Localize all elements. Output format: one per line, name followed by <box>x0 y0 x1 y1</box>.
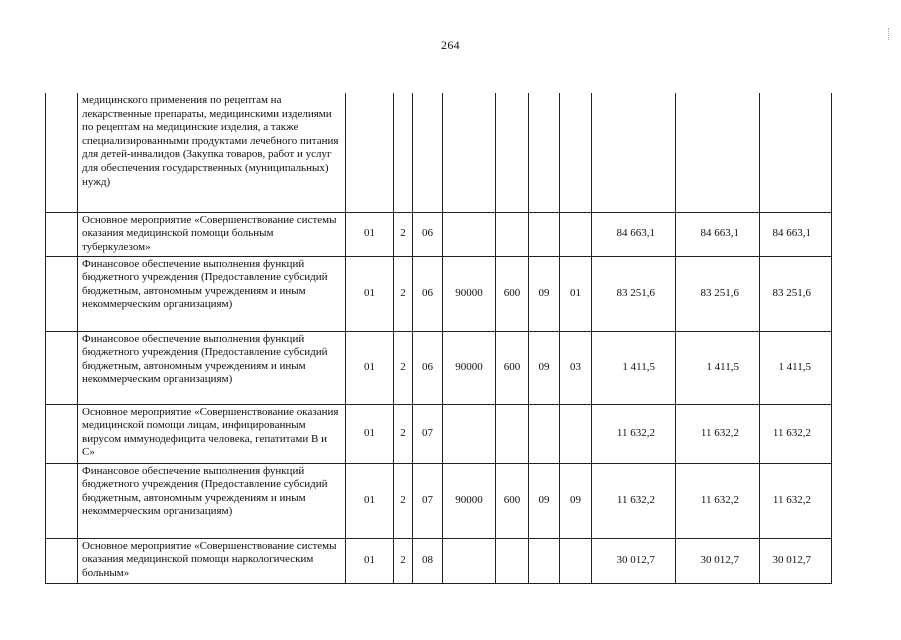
subsection-code-cell: 01 <box>560 256 592 331</box>
amount-cell-3: 84 663,1 <box>760 212 832 256</box>
table-row <box>46 538 832 583</box>
subprogram-code-cell: 2 <box>394 538 413 583</box>
row-index-cell <box>46 212 78 256</box>
amount-cell-2: 83 251,6 <box>676 256 760 331</box>
section-code-cell: 09 <box>529 463 560 538</box>
program-code-cell: 01 <box>346 404 394 463</box>
program-code-cell: 01 <box>346 463 394 538</box>
direction-code-cell <box>443 538 496 583</box>
event-code-cell: 07 <box>413 463 443 538</box>
description-cell: Финансовое обеспечение выполнения функций бюджетного учреждения (Предоставление субсидий бюджетным, автономным учреждениям и иным некоммерческим организациям) <box>78 256 346 331</box>
expense-type-cell <box>496 538 529 583</box>
table-row <box>46 256 832 331</box>
expense-type-cell <box>496 404 529 463</box>
subsection-code-cell <box>560 404 592 463</box>
subsection-code-cell: 09 <box>560 463 592 538</box>
expense-type-cell <box>496 212 529 256</box>
program-code-cell: 01 <box>346 256 394 331</box>
amount-cell-2: 30 012,7 <box>676 538 760 583</box>
row-index-cell <box>46 256 78 331</box>
subsection-code-cell <box>560 538 592 583</box>
row-index-cell <box>46 331 78 404</box>
amount-cell-2: 11 632,2 <box>676 463 760 538</box>
amount-cell-3: 83 251,6 <box>760 256 832 331</box>
section-code-cell <box>529 538 560 583</box>
row-index-cell <box>46 93 78 212</box>
subprogram-code-cell: 2 <box>394 331 413 404</box>
event-code-cell: 06 <box>413 212 443 256</box>
amount-cell-3 <box>760 93 832 212</box>
amount-cell-1: 84 663,1 <box>592 212 676 256</box>
subsection-code-cell <box>560 212 592 256</box>
budget-table <box>45 93 832 584</box>
subsection-code-cell <box>560 93 592 212</box>
row-index-cell <box>46 404 78 463</box>
event-code-cell: 07 <box>413 404 443 463</box>
section-code-cell <box>529 93 560 212</box>
table-row <box>46 404 832 463</box>
event-code-cell <box>413 93 443 212</box>
amount-cell-3: 11 632,2 <box>760 463 832 538</box>
subprogram-code-cell: 2 <box>394 212 413 256</box>
section-code-cell <box>529 404 560 463</box>
amount-cell-1: 83 251,6 <box>592 256 676 331</box>
direction-code-cell <box>443 93 496 212</box>
program-code-cell: 01 <box>346 331 394 404</box>
section-code-cell: 09 <box>529 256 560 331</box>
description-cell: Финансовое обеспечение выполнения функций бюджетного учреждения (Предоставление субсидий бюджетным, автономным учреждениям и иным некоммерческим организациям) <box>78 331 346 404</box>
table-body <box>46 93 832 583</box>
amount-cell-3: 30 012,7 <box>760 538 832 583</box>
amount-cell-1: 30 012,7 <box>592 538 676 583</box>
program-code-cell: 01 <box>346 538 394 583</box>
description-cell: Основное мероприятие «Совершенствование системы оказания медицинской помощи больным туберкулезом» <box>78 212 346 256</box>
event-code-cell: 06 <box>413 256 443 331</box>
table-row <box>46 463 832 538</box>
table-row <box>46 212 832 256</box>
expense-type-cell: 600 <box>496 331 529 404</box>
description-cell: Основное мероприятие «Совершенствование системы оказания медицинской помощи наркологическим больным» <box>78 538 346 583</box>
amount-cell-2: 11 632,2 <box>676 404 760 463</box>
subprogram-code-cell: 2 <box>394 256 413 331</box>
amount-cell-2: 84 663,1 <box>676 212 760 256</box>
table-row <box>46 93 832 212</box>
row-index-cell <box>46 538 78 583</box>
amount-cell-1: 11 632,2 <box>592 463 676 538</box>
amount-cell-3: 11 632,2 <box>760 404 832 463</box>
section-code-cell <box>529 212 560 256</box>
program-code-cell <box>346 93 394 212</box>
program-code-cell: 01 <box>346 212 394 256</box>
direction-code-cell: 90000 <box>443 463 496 538</box>
table-row <box>46 331 832 404</box>
subprogram-code-cell <box>394 93 413 212</box>
amount-cell-1 <box>592 93 676 212</box>
expense-type-cell <box>496 93 529 212</box>
amount-cell-1: 11 632,2 <box>592 404 676 463</box>
page-number: 264 <box>441 38 460 52</box>
direction-code-cell <box>443 212 496 256</box>
subsection-code-cell: 03 <box>560 331 592 404</box>
section-code-cell: 09 <box>529 331 560 404</box>
scan-edge-mark <box>888 28 890 40</box>
subprogram-code-cell: 2 <box>394 404 413 463</box>
expense-type-cell: 600 <box>496 463 529 538</box>
description-cell: Основное мероприятие «Совершенствование оказания медицинской помощи лицам, инфицированным вирусом иммунодефицита человека, гепатитами В и С» <box>78 404 346 463</box>
expense-type-cell: 600 <box>496 256 529 331</box>
amount-cell-2 <box>676 93 760 212</box>
direction-code-cell: 90000 <box>443 256 496 331</box>
event-code-cell: 06 <box>413 331 443 404</box>
amount-cell-1: 1 411,5 <box>592 331 676 404</box>
event-code-cell: 08 <box>413 538 443 583</box>
direction-code-cell: 90000 <box>443 331 496 404</box>
amount-cell-2: 1 411,5 <box>676 331 760 404</box>
description-cell: медицинского применения по рецептам на лекарственные препараты, медицинскими изделиями по рецептам на медицинские изделия, а также специализированными продуктами лечебного питания для детей-инвалидов (Закупка товаров, работ и услуг для обеспечения государственных (муниципальных) нужд) <box>78 93 346 212</box>
amount-cell-3: 1 411,5 <box>760 331 832 404</box>
subprogram-code-cell: 2 <box>394 463 413 538</box>
direction-code-cell <box>443 404 496 463</box>
description-cell: Финансовое обеспечение выполнения функций бюджетного учреждения (Предоставление субсидий бюджетным, автономным учреждениям и иным некоммерческим организациям) <box>78 463 346 538</box>
row-index-cell <box>46 463 78 538</box>
